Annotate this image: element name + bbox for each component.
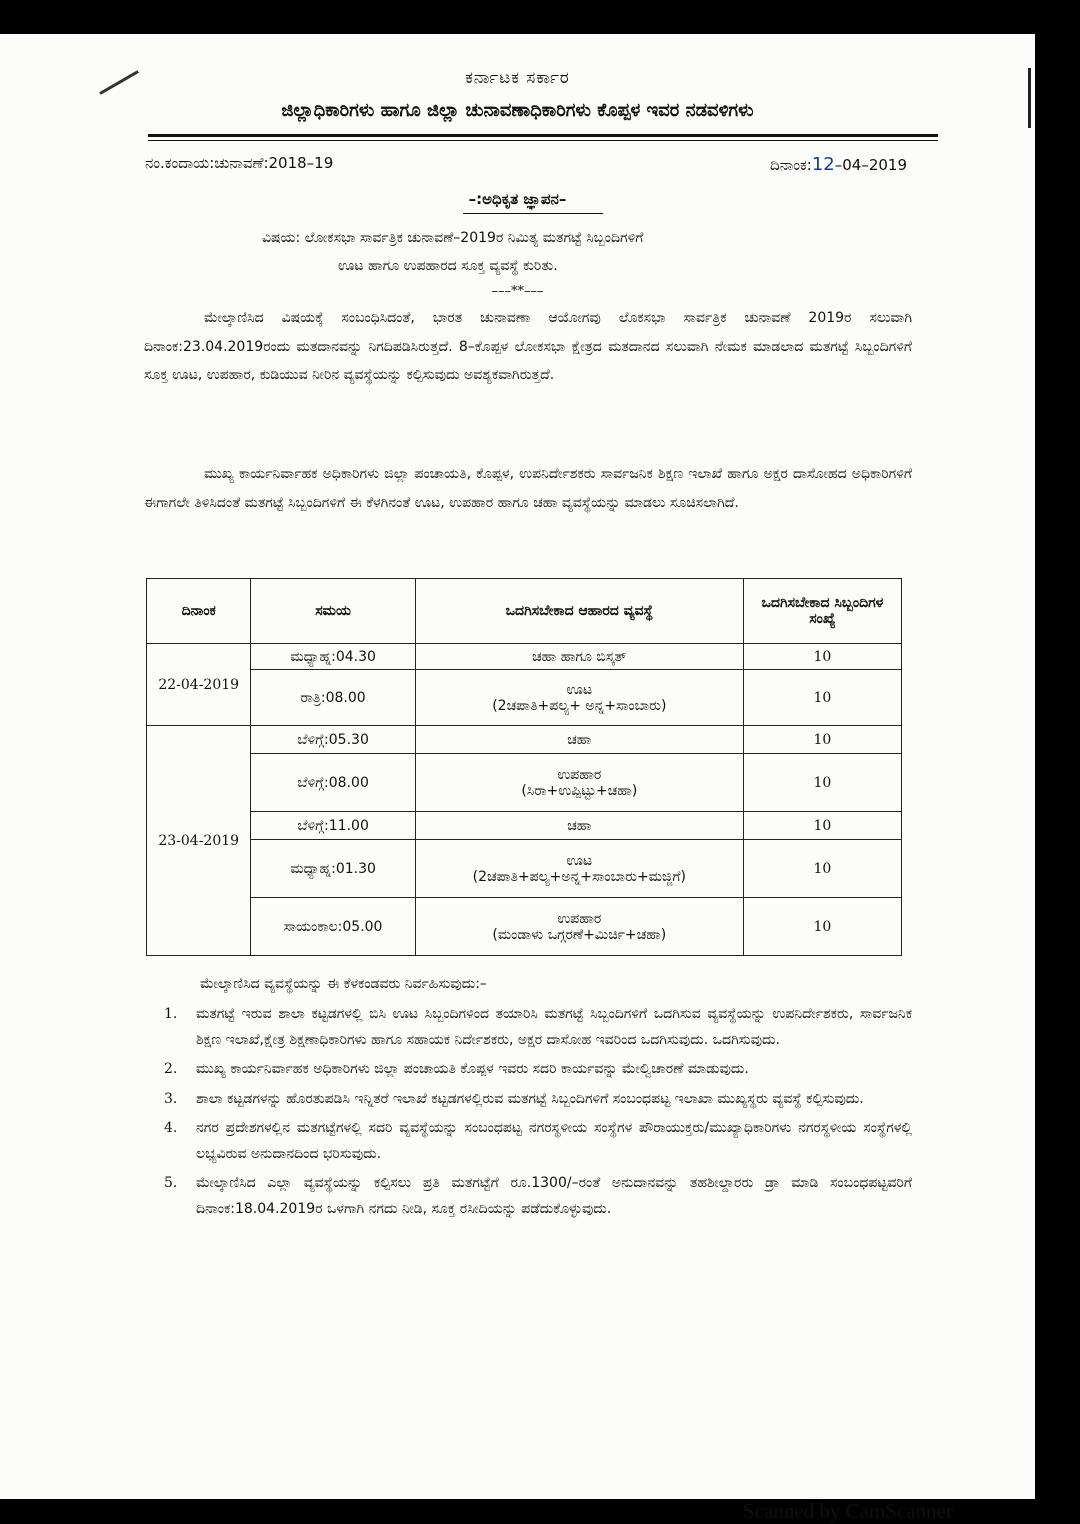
subject-line-2: ಊಟ ಹಾಗೂ ಉಪಹಾರದ ಸೂಕ್ತ ವ್ಯವಸ್ಥೆ ಕುರಿತು. [338,258,558,274]
header-food: ಒದಗಿಸಬೇಕಾದ ಆಹಾರದ ವ್ಯವಸ್ಥೆ [415,579,743,644]
food-detail: (2ಚಪಾತಿ+ಪಲ್ಯ+ಅನ್ನ+ಸಾಂಬಾರು+ಮಜ್ಜಿಗೆ) [472,868,686,885]
table-row [147,644,902,670]
food-detail: (ಮಂಡಾಳು ಒಗ್ಗರಣೆ+ಮಿರ್ಚಿ+ಚಹಾ) [492,926,667,943]
table-header-row [147,579,902,644]
time-cell: ಮಧ್ಯಾಹ್ನ:04.30 [251,644,415,670]
food-cell [415,898,743,956]
date-label: ದಿನಾಂಕ: [770,156,812,174]
list-item-text: ಮುಖ್ಯ ಕಾರ್ಯನಿರ್ವಾಹಕ ಅಧಿಕಾರಿಗಳು ಜಿಲ್ಲಾ ಪಂಚಾಯತಿ ಕೊಪ್ಪಳ ಇವರು ಸದರಿ ಕಾರ್ಯವನ್ನು ಮೇಲ್ವಿಚಾರಣೆ ಮಾಡುವುದು. [196,1061,749,1077]
list-item-text: ನಗರ ಪ್ರದೇಶಗಳಲ್ಲಿನ ಮತಗಟ್ಟೆಗಳಲ್ಲಿ ಸದರಿ ವ್ಯವಸ್ಥೆಯನ್ನು ಸಂಬಂಧಪಟ್ಟ ನಗರಸ್ಥಳೀಯ ಸಂಸ್ಥೆಗಳ ಪೌರಾಯುಕ್ತರು/ಮುಖ್ಯಾಧಿಕಾರಿಗಳು ನಗರಸ್ಥಳೀಯ ಸಂಸ್ಥೆಗಳಲ್ಲಿ ಲಭ್ಯವಿರುವ ಅನುದಾನದಿಂದ ಭರಿಸುವುದು. [196,1120,912,1162]
memo-title: –:ಅಧಿಕೃತ ಜ್ಞಾಪನ– [468,190,567,208]
food-cell [415,754,743,812]
list-item-number: 2. [164,1061,178,1077]
count-cell: 10 [743,644,901,670]
food-cell: ಚಹಾ [415,812,743,840]
food-schedule-table [146,578,902,956]
table-row [147,840,902,898]
header-time: ಸಮಯ [251,579,415,644]
camscanner-watermark: Scanned by CamScanner [743,1499,953,1523]
table-row [147,898,902,956]
count-cell: 10 [743,898,901,956]
list-item [144,1087,912,1113]
list-item-text: ಮೇಲ್ಕಾಣಿಸಿದ ಎಲ್ಲಾ ವ್ಯವಸ್ಥೆಯನ್ನು ಕಲ್ಪಿಸಲು ಪ್ರತಿ ಮತಗಟ್ಟೆಗೆ ರೂ.1300/–ರಂತೆ ಅನುದಾನವನ್ನು ತಹಶೀಲ್ದಾರರು ಡ್ರಾ ಮಾಡಿ ಸಂಬಂಧಪಟ್ಟವರಿಗೆ ದಿನಾಂಕ:18.04.2019ರ ಒಳಗಾಗಿ ನಗದು ನೀಡಿ, ಸೂಕ್ತ ರಸೀದಿಯನ್ನು ಪಡೆದುಕೊಳ್ಳುವುದು. [196,1175,912,1217]
count-cell: 10 [743,812,901,840]
office-heading: ಜಿಲ್ಲಾಧಿಕಾರಿಗಳು ಹಾಗೂ ಜಿಲ್ಲಾ ಚುನಾವಣಾಧಿಕಾರಿಗಳು ಕೊಪ್ಪಳ ಇವರ ನಡವಳಿಗಳು [281,100,754,121]
table-row [147,754,902,812]
time-cell: ಬೆಳಿಗ್ಗೆ:08.00 [251,754,415,812]
order-date [770,154,907,175]
list-item-number: 5. [164,1175,178,1191]
food-detail: (ಸಿರಾ+ಉಪ್ಪಿಟ್ಟು+ಚಹಾ) [521,782,638,799]
time-cell: ರಾತ್ರಿ:08.00 [251,670,415,726]
count-cell: 10 [743,754,901,812]
list-item-text: ಮತಗಟ್ಟೆ ಇರುವ ಶಾಲಾ ಕಟ್ಟಡಗಳಲ್ಲಿ ಬಿಸಿ ಊಟ ಸಿಬ್ಬಂದಿಗಳಿಂದ ತಯಾರಿಸಿ ಮತಗಟ್ಟೆ ಸಿಬ್ಬಂದಿಗಳಿಗೆ ಒದಗಿಸುವ ವ್ಯವಸ್ಥೆಯನ್ನು ಉಪನಿರ್ದೇಶಕರು, ಸಾರ್ವಜನಿಕ ಶಿಕ್ಷಣ ಇಲಾಖೆ,ಕ್ಷೇತ್ರ ಶಿಕ್ಷಣಾಧಿಕಾರಿಗಳು ಹಾಗೂ ಸಹಾಯಕ ನಿರ್ದೇಶಕರು, ಅಕ್ಷರ ದಾಸೋಹ ಇವರಿಂದ ಒದಗಿಸುವುದು. ಒದಗಿಸುವುದು. [196,1006,912,1048]
date-cell: 22-04-2019 [147,644,251,726]
food-cell: ಚಹಾ [415,726,743,754]
header-rule-thick [148,134,938,137]
list-item-number: 1. [164,1006,178,1022]
responsibility-list [144,1002,912,1226]
food-item: ಊಟ [566,852,593,869]
time-cell: ಬೆಳಿಗ್ಗೆ:05.30 [251,726,415,754]
table-row [147,812,902,840]
count-cell: 10 [743,840,901,898]
table-row [147,726,902,754]
food-item: ಊಟ [566,681,593,698]
paragraph-1: ಮೇಲ್ಕಾಣಿಸಿದ ವಿಷಯಕ್ಕೆ ಸಂಬಂಧಿಸಿದಂತೆ, ಭಾರತ ಚುನಾವಣಾ ಆಯೋಗವು ಲೊಕಸಭಾ ಸಾರ್ವತ್ರಿಕ ಚುನಾವಣೆ 2019ರ ಸಲುವಾಗಿ ದಿನಾಂಕ:23.04.2019ರಂದು ಮತದಾನವನ್ನು ನಿಗದಿಪಡಿಸಿರುತ್ತದೆ. 8–ಕೊಪ್ಪಳ ಲೋಕಸಭಾ ಕ್ಷೇತ್ರದ ಮತದಾನದ ಸಲುವಾಗಿ ನೇಮಕ ಮಾಡಲಾದ ಮತಗಟ್ಟೆ ಸಿಬ್ಬಂದಿಗಳಿಗೆ ಸೂಕ್ತ ಊಟ, ಉಪಹಾರ, ಕುಡಿಯುವ ನೀರಿನ ವ್ಯವಸ್ಥೆಯನ್ನು ಕಲ್ಪಿಸುವುದು ಅವಶ್ಯಕವಾಗಿರುತ್ತದೆ. [144,310,912,383]
date-cell: 23-04-2019 [147,726,251,956]
list-item-number: 4. [164,1120,178,1136]
document-page [0,34,1035,1523]
food-cell [415,840,743,898]
food-item: ಉಪಹಾರ [557,766,602,783]
header-rule-thin [148,140,938,141]
time-cell: ಬೆಳಿಗ್ಗೆ:11.00 [251,812,415,840]
header-date: ದಿನಾಂಕ [147,579,251,644]
reference-number: ನಂ.ಕಂದಾಯ:ಚುನಾವಣೆ:2018–19 [145,154,334,172]
time-cell: ಮಧ್ಯಾಹ್ನ:01.30 [251,840,415,898]
government-heading: ಕರ್ನಾಟಕ ಸರ್ಕಾರ [465,68,570,88]
count-cell: 10 [743,726,901,754]
subject-line-1: ವಿಷಯ: ಲೋಕಸಭಾ ಸಾರ್ವತ್ರಿಕ ಚುನಾವಣೆ–2019ರ ನಿಮಿತ್ಯ ಮತಗಟ್ಟೆ ಸಿಬ್ಬಂದಿಗಳಿಗೆ [262,230,644,246]
list-item [144,1057,912,1083]
date-rest: –04–2019 [834,156,907,174]
list-item [144,1171,912,1222]
list-item-number: 3. [164,1090,178,1107]
responsibility-intro: ಮೇಲ್ಕಾಣಿಸಿದ ವ್ಯವಸ್ಥೆಯನ್ನು ಈ ಕೆಳಕಂಡವರು ನಿರ್ವಹಿಸುವುದು:– [200,976,487,992]
time-cell: ಸಾಯಂಕಾಲ:05.00 [251,898,415,956]
list-item [144,1116,912,1167]
date-handwritten-day: 12 [811,154,835,175]
count-cell: 10 [743,670,901,726]
list-item [144,1002,912,1053]
separator: –––**––– [491,284,544,299]
list-item-text: ಶಾಲಾ ಕಟ್ಟಡಗಳನ್ನು ಹೊರತುಪಡಿಸಿ ಇನ್ನಿತರೆ ಇಲಾಖೆ ಕಟ್ಟಡಗಳಲ್ಲಿರುವ ಮತಗಟ್ಟೆ ಸಿಬ್ಬಂದಿಗಳಿಗೆ ಸಂಬಂಧಪಟ್ಟ ಇಲಾಖಾ ಮುಖ್ಯಸ್ಥರು ವ್ಯವಸ್ಥೆ ಕಲ್ಪಿಸುವುದು. [196,1090,864,1107]
food-item: ಉಪಹಾರ [557,910,602,927]
table-row [147,670,902,726]
memo-title-underline [463,213,603,214]
food-cell [415,670,743,726]
header-staff-count: ಒದಗಿಸಬೇಕಾದ ಸಿಬ್ಬಂದಿಗಳ ಸಂಖ್ಯೆ [743,579,901,644]
paragraph-2: ಮುಖ್ಯ ಕಾರ್ಯನಿರ್ವಾಹಕ ಅಧಿಕಾರಿಗಳು ಜಿಲ್ಲಾ ಪಂಚಾಯತಿ, ಕೊಪ್ಪಳ, ಉಪನಿರ್ದೇಶಕರು ಸಾರ್ವಜನಿಕ ಶಿಕ್ಷಣ ಇಲಾಖೆ ಹಾಗೂ ಅಕ್ಷರ ದಾಸೋಹದ ಅಧಿಕಾರಿಗಳಿಗೆ ಈಗಾಗಲೇ ತಿಳಿಸಿದಂತೆ ಮತಗಟ್ಟೆ ಸಿಬ್ಬಂದಿಗಳಿಗೆ ಈ ಕೆಳಗಿನಂತೆ ಊಟ, ಉಪಹಾರ ಹಾಗೂ ಚಹಾ ವ್ಯವಸ್ಥೆಯನ್ನು ಮಾಡಲು ಸೂಚಿಸಲಾಗಿದೆ. [144,466,912,511]
food-cell: ಚಹಾ ಹಾಗೂ ಬಿಸ್ಕತ್ [415,644,743,670]
food-detail: (2ಚಪಾತಿ+ಪಲ್ಯ+ ಅನ್ನ+ಸಾಂಬಾರು) [492,697,667,714]
